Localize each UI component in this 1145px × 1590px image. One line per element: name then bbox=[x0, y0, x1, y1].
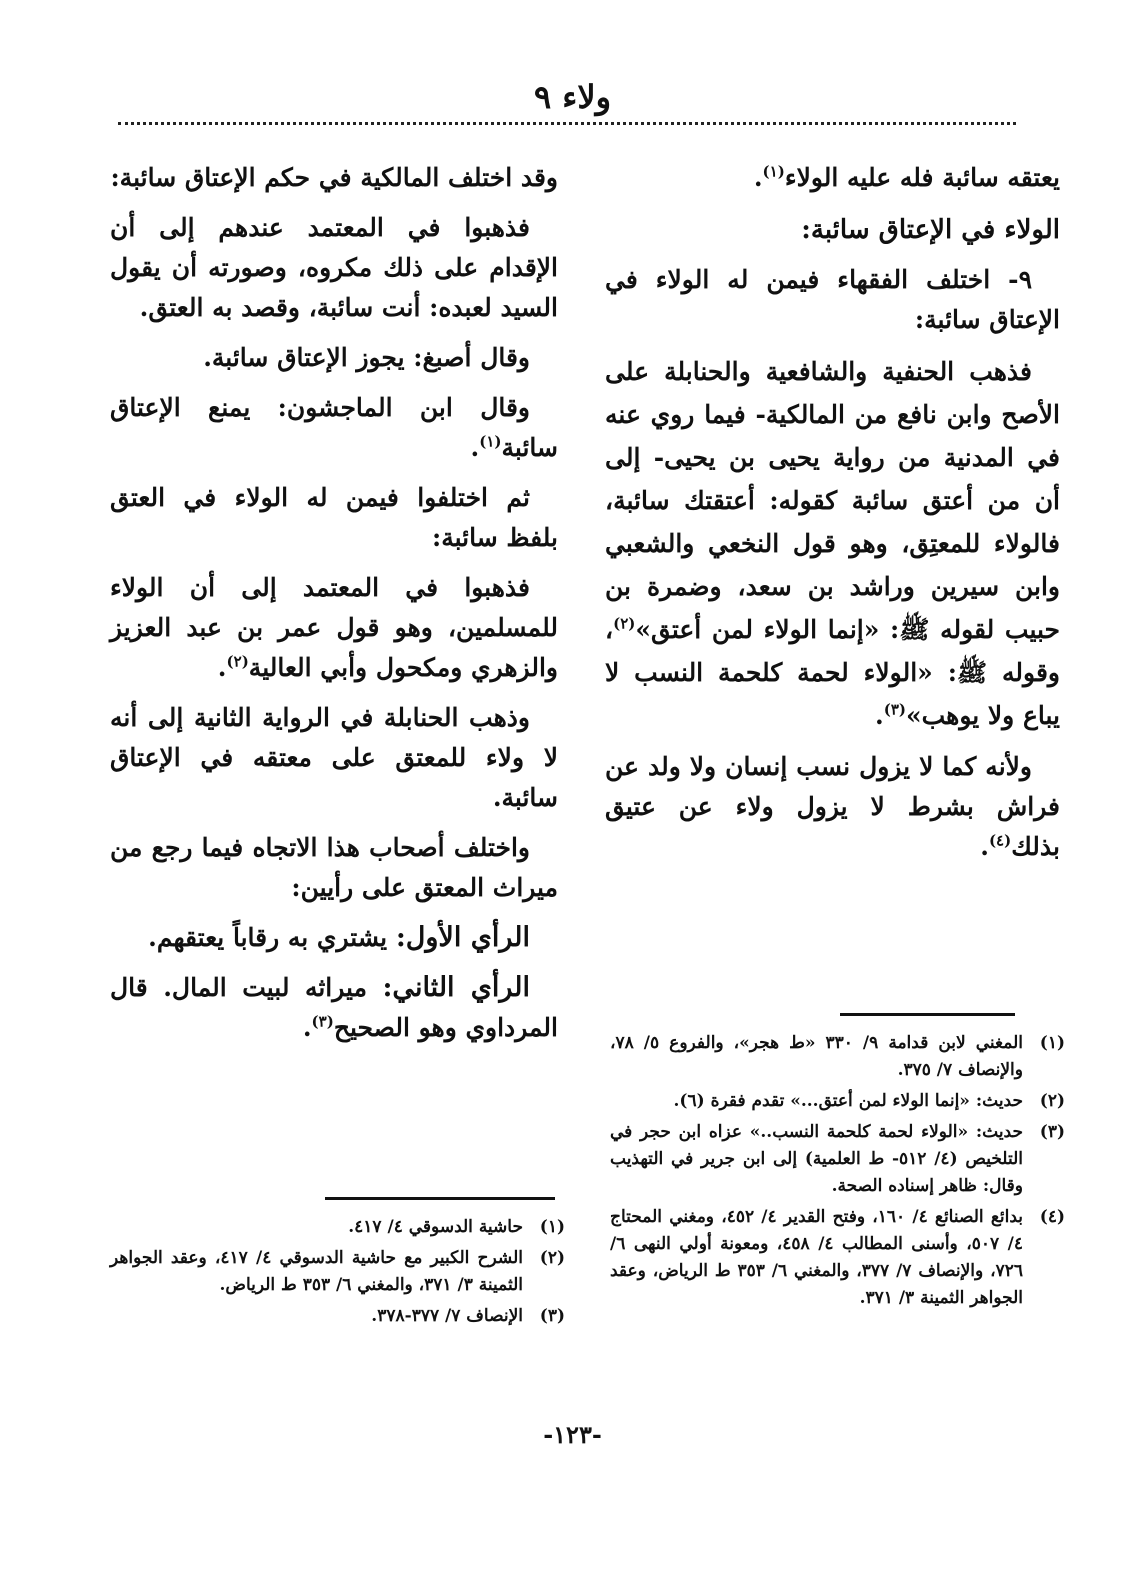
right-column bbox=[605, 158, 1060, 877]
left-paragraph-4-text: وقال ابن الماجشون: يمنع الإعتاق سائبة bbox=[110, 393, 558, 462]
footnote-ref: (٢) bbox=[226, 652, 249, 671]
footnote-ref: (٤) bbox=[988, 831, 1012, 850]
footnote-number: (٣) bbox=[539, 1306, 565, 1326]
left-paragraph-6 bbox=[110, 568, 558, 688]
footnote bbox=[610, 1119, 1065, 1200]
footnote-number: (١) bbox=[539, 1217, 565, 1237]
section-heading: الولاء في الإعتاق سائبة: bbox=[801, 215, 1060, 245]
right-paragraph-2: ٩- اختلف الفقهاء فيمن له الولاء في الإعتاق سائبة: bbox=[605, 265, 1060, 334]
footnote-number: (٤) bbox=[1039, 1207, 1065, 1227]
left-paragraph-10-text: ميراثه لبيت المال. قال المرداوي وهو الصحيح bbox=[110, 973, 558, 1042]
left-paragraph-9 bbox=[110, 918, 558, 958]
footnote-text: المغني لابن قدامة ٩/ ٣٣٠ «ط هجر»، والفروع ٥/ ٧٨، والإنصاف ٧/ ٣٧٥. bbox=[610, 1033, 1023, 1080]
footnote-number: (١) bbox=[1039, 1033, 1065, 1053]
right-paragraph-1-text: يعتقه سائبة فله عليه الولاء bbox=[784, 163, 1060, 192]
left-paragraph-5: ثم اختلفوا فيمن له الولاء في العتق بلفظ سائبة: bbox=[110, 483, 558, 552]
running-header-title: ولاء ٩ bbox=[533, 78, 612, 116]
right-paragraph-1 bbox=[605, 158, 1060, 198]
footnotes-left bbox=[110, 1214, 565, 1334]
header-dotted-rule bbox=[118, 122, 1016, 125]
punctuation: . bbox=[874, 701, 884, 730]
left-paragraph-6-text: فذهبوا في المعتمد إلى أن الولاء للمسلمين، وهو قول عمر بن عبد العزيز والزهري ومكحول وأبي العالية bbox=[110, 573, 558, 682]
footnote-ref: (٣) bbox=[311, 1012, 334, 1031]
page-number: -١٢٣- bbox=[543, 1420, 602, 1449]
right-paragraph-3 bbox=[605, 350, 1060, 737]
footnote-text: حاشية الدسوقي ٤/ ٤١٧. bbox=[348, 1217, 523, 1237]
footnote bbox=[610, 1030, 1065, 1084]
footnotes-right bbox=[610, 1030, 1065, 1316]
footnote bbox=[110, 1303, 565, 1330]
footnote-number: (٢) bbox=[1039, 1091, 1065, 1111]
footnote-text: الإنصاف ٧/ ٣٧٧-٣٧٨. bbox=[371, 1306, 523, 1326]
left-paragraph-3: وقال أصبغ: يجوز الإعتاق سائبة. bbox=[203, 343, 530, 372]
right-paragraph-4-text: ولأنه كما لا يزول نسب إنسان ولا ولد عن فراش بشرط لا يزول ولاء عن عتيق بذلك bbox=[605, 752, 1060, 861]
punctuation: . bbox=[302, 1013, 312, 1042]
left-paragraph-10 bbox=[110, 968, 558, 1048]
footnote-ref: (٢) bbox=[613, 614, 636, 633]
punctuation: . bbox=[980, 832, 989, 861]
footnote-number: (٣) bbox=[1039, 1122, 1065, 1142]
footnote-ref: (١) bbox=[479, 432, 502, 451]
left-paragraph-1: وقد اختلف المالكية في حكم الإعتاق سائبة: bbox=[110, 163, 558, 192]
footnote-text: حديث: «إنما الولاء لمن أعتق...» تقدم فقرة (٦). bbox=[673, 1091, 1023, 1111]
footnote-text: الشرح الكبير مع حاشية الدسوقي ٤/ ٤١٧، وعقد الجواهر الثمينة ٣/ ٣٧١، والمغني ٦/ ٣٥٣ ط الرياض. bbox=[110, 1248, 523, 1295]
punctuation: . bbox=[217, 653, 227, 682]
left-column bbox=[110, 158, 558, 1058]
footnote bbox=[110, 1214, 565, 1241]
footnote-ref: (٣) bbox=[883, 700, 906, 719]
left-paragraph-4 bbox=[110, 388, 558, 468]
left-paragraph-9-text: يشتري به رقاباً يعتقهم. bbox=[148, 923, 396, 952]
opinion-label-1: الرأي الأول: bbox=[395, 922, 530, 953]
punctuation: . bbox=[753, 163, 763, 192]
punctuation: . bbox=[470, 433, 480, 462]
footnote bbox=[110, 1245, 565, 1299]
opinion-label-2: الرأي الثاني: bbox=[382, 972, 530, 1003]
footnote-separator-left bbox=[325, 1197, 555, 1200]
right-paragraph-3-text-b: ، وقوله ﷺ: «الولاء لحمة كلحمة النسب لا يباع ولا يوهب» bbox=[605, 615, 1060, 730]
right-paragraph-4 bbox=[605, 747, 1060, 867]
left-paragraph-2: فذهبوا في المعتمد عندهم إلى أن الإقدام على ذلك مكروه، وصورته أن يقول السيد لعبده: أنت سائبة، وقصد به العتق. bbox=[110, 213, 558, 322]
footnote bbox=[610, 1088, 1065, 1115]
footnote-text: بدائع الصنائع ٤/ ١٦٠، وفتح القدير ٤/ ٤٥٢، ومغني المحتاج ٤/ ٥٠٧، وأسنى المطالب ٤/ ٤٥٨، ومعونة أولي النهى ٦/ ٧٢٦، والإنصاف ٧/ ٣٧٧، والمغني ٦/ ٣٥٣ ط الرياض، وعقد الجواهر الثمينة ٣/ ٣٧١. bbox=[610, 1207, 1024, 1308]
footnote bbox=[610, 1204, 1065, 1312]
footnote-text: حديث: «الولاء لحمة كلحمة النسب..» عزاه ابن حجر في التلخيص (٤/ ٥١٢- ط العلمية) إلى ابن جرير في التهذيب وقال: ظاهر إسناده الصحة. bbox=[610, 1122, 1023, 1196]
footnote-separator-right bbox=[840, 1013, 1015, 1016]
left-paragraph-7: وذهب الحنابلة في الرواية الثانية إلى أنه لا ولاء للمعتق على معتقه في الإعتاق سائبة. bbox=[110, 703, 558, 812]
footnote-number: (٢) bbox=[539, 1248, 565, 1268]
left-paragraph-8: واختلف أصحاب هذا الاتجاه فيما رجع من ميراث المعتق على رأيين: bbox=[110, 833, 558, 902]
right-paragraph-3-text-a: فذهب الحنفية والشافعية والحنابلة على الأصح وابن نافع من المالكية- فيما روي عنه في المدنية من رواية يحيى بن يحيى- إلى أن من أعتق سائبة كقوله: أعتقتك سائبة، فالولاء للمعتِق، وهو قول النخعي والشعبي وابن سيرين وراشد بن سعد، وضمرة بن حبيب لقوله ﷺ: «إنما الولاء لمن أعتق» bbox=[605, 357, 1060, 644]
footnote-ref: (١) bbox=[762, 162, 785, 181]
